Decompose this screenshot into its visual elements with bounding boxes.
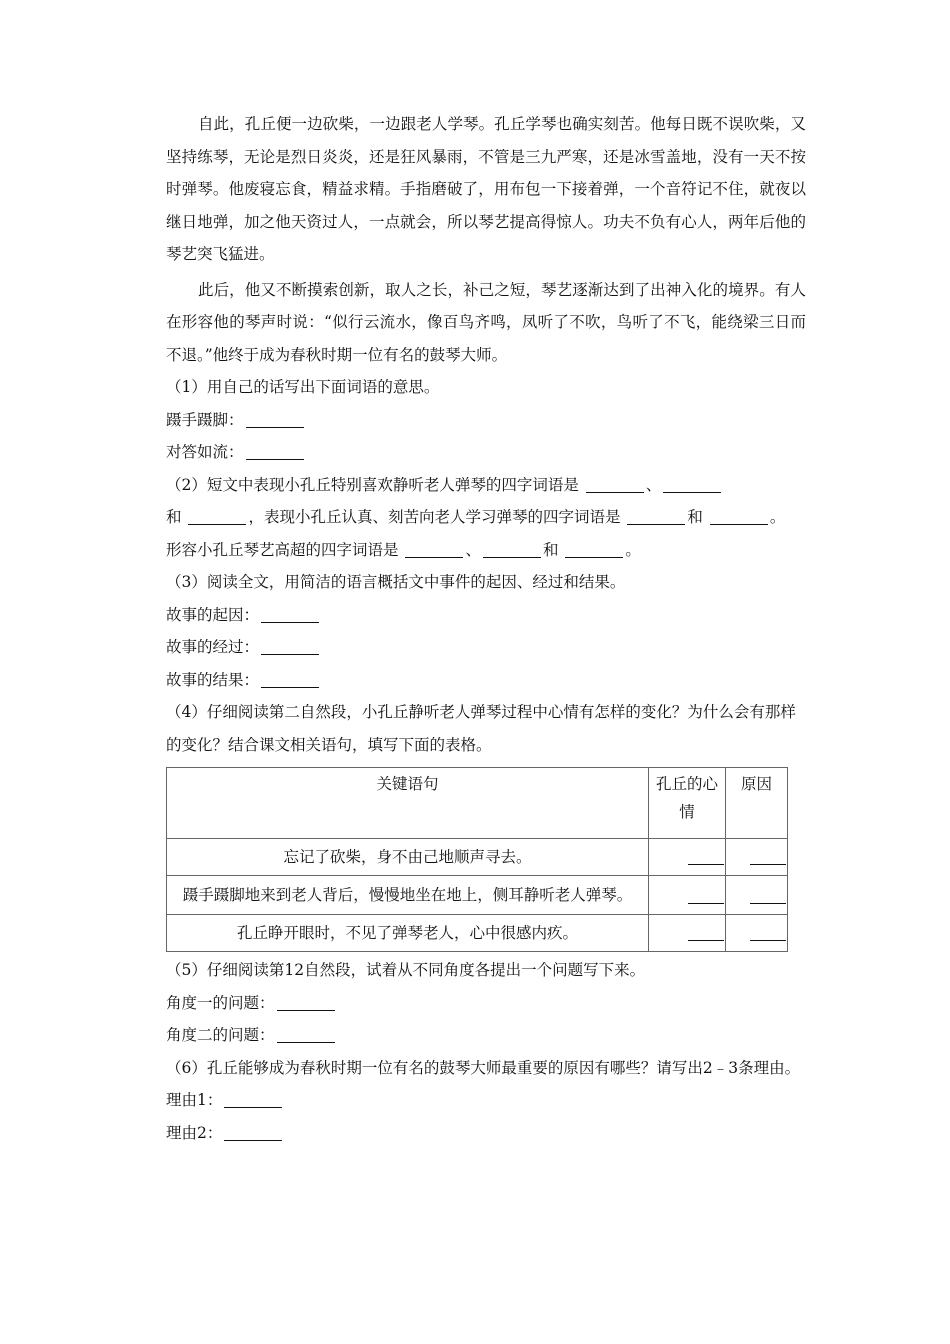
table-header-row xyxy=(167,768,788,839)
answer-blank[interactable] xyxy=(586,475,644,493)
answer-blank[interactable] xyxy=(224,1090,282,1108)
table-cell-reason[interactable] xyxy=(726,839,788,876)
table-cell-sentence: 忘记了砍柴，身不由己地顺声寻去。 xyxy=(167,839,649,876)
answer-blank[interactable] xyxy=(750,893,786,904)
question-3-item-1: 故事的起因： xyxy=(166,599,806,632)
question-1-item-2: 对答如流： xyxy=(166,436,806,469)
answer-blank[interactable] xyxy=(246,442,304,460)
answer-blank[interactable] xyxy=(750,930,786,941)
table-row xyxy=(167,915,788,952)
answer-blank[interactable] xyxy=(261,637,319,655)
passage-paragraph-2: 此后，他又不断摸索创新，取人之长，补己之短，琴艺逐渐达到了出神入化的境界。有人在形容他的琴声时说：“似行云流水，像百鸟齐鸣，凤听了不吹，鸟听了不飞，能绕梁三日而不退。”他终于成为春秋时期一位有名的鼓琴大师。 xyxy=(166,280,806,364)
table-header-mood: 孔丘的心情 xyxy=(649,768,726,839)
question-6-item-1: 理由1： xyxy=(166,1084,806,1117)
question-4-prompt: （4）仔细阅读第二自然段，小孔丘静听老人弹琴过程中心情有怎样的变化？为什么会有那样的变化？结合课文相关语句，填写下面的表格。 xyxy=(166,703,796,754)
table-cell-reason[interactable] xyxy=(726,876,788,915)
answer-blank[interactable] xyxy=(750,854,786,865)
worksheet-page xyxy=(166,108,806,1149)
answer-blank[interactable] xyxy=(627,507,685,525)
answer-blank[interactable] xyxy=(688,930,724,941)
table-cell-reason[interactable] xyxy=(726,915,788,952)
question-2-line-2: 和 ，表现小孔丘认真、刻苦向老人学习弹琴的四字词语是 和 。 xyxy=(166,508,786,526)
table-cell-mood[interactable] xyxy=(649,876,726,915)
answer-blank[interactable] xyxy=(688,893,724,904)
question-2-line-3: 形容小孔丘琴艺高超的四字词语是 、 和 。 xyxy=(166,540,641,559)
question-6-prompt: （6）孔丘能够成为春秋时期一位有名的鼓琴大师最重要的原因有哪些？请写出2﹣3条理由。 xyxy=(166,1058,801,1077)
question-2-line-1: （2）短文中表现小孔丘特别喜欢静听老人弹琴的四字词语是 、 xyxy=(166,469,806,502)
answer-blank[interactable] xyxy=(405,540,463,558)
answer-blank[interactable] xyxy=(710,507,768,525)
table-row xyxy=(167,876,788,915)
answer-blank[interactable] xyxy=(277,993,335,1011)
question-3-item-2: 故事的经过： xyxy=(166,631,806,664)
question-4-table xyxy=(166,767,788,952)
question-5-item-2: 角度二的问题： xyxy=(166,1019,806,1052)
question-1-item-1: 蹑手蹑脚： xyxy=(166,404,806,437)
question-5-prompt: （5）仔细阅读第12自然段，试着从不同角度各提出一个问题写下来。 xyxy=(166,961,646,979)
table-header-key-sentence: 关键语句 xyxy=(167,768,649,839)
table-header-reason: 原因 xyxy=(726,768,788,839)
answer-blank[interactable] xyxy=(188,507,246,525)
passage-paragraph-1: 自此，孔丘便一边砍柴，一边跟老人学琴。孔丘学琴也确实刻苦。他每日既不误吹柴，又坚持练琴，无论是烈日炎炎，还是狂风暴雨，不管是三九严寒，还是冰雪盖地，没有一天不按时弹琴。他废寝忘食，精益求精。手指磨破了，用布包一下接着弹，一个音符记不住，就夜以继日地弹，加之他天资过人，一点就会，所以琴艺提高得惊人。功夫不负有心人，两年后他的琴艺突飞猛进。 xyxy=(166,115,806,263)
answer-blank[interactable] xyxy=(565,540,623,558)
table-cell-mood[interactable] xyxy=(649,915,726,952)
answer-blank[interactable] xyxy=(688,854,724,865)
table-cell-mood[interactable] xyxy=(649,839,726,876)
question-6-item-2: 理由2： xyxy=(166,1117,806,1150)
answer-blank[interactable] xyxy=(261,670,319,688)
answer-blank[interactable] xyxy=(246,410,304,428)
question-3-prompt: （3）阅读全文，用简洁的语言概括文中事件的起因、经过和结果。 xyxy=(166,573,626,591)
question-1-prompt: （1）用自己的话写出下面词语的意思。 xyxy=(166,378,440,396)
table-row xyxy=(167,839,788,876)
answer-blank[interactable] xyxy=(663,475,721,493)
table-cell-sentence: 孔丘睁开眼时，不见了弹琴老人，心中很感内疚。 xyxy=(167,915,649,952)
table-cell-sentence: 蹑手蹑脚地来到老人背后，慢慢地坐在地上，侧耳静听老人弹琴。 xyxy=(167,876,649,915)
question-5-item-1: 角度一的问题： xyxy=(166,987,806,1020)
answer-blank[interactable] xyxy=(277,1025,335,1043)
answer-blank[interactable] xyxy=(483,540,541,558)
question-3-item-3: 故事的结果： xyxy=(166,664,806,697)
answer-blank[interactable] xyxy=(224,1123,282,1141)
answer-blank[interactable] xyxy=(261,605,319,623)
